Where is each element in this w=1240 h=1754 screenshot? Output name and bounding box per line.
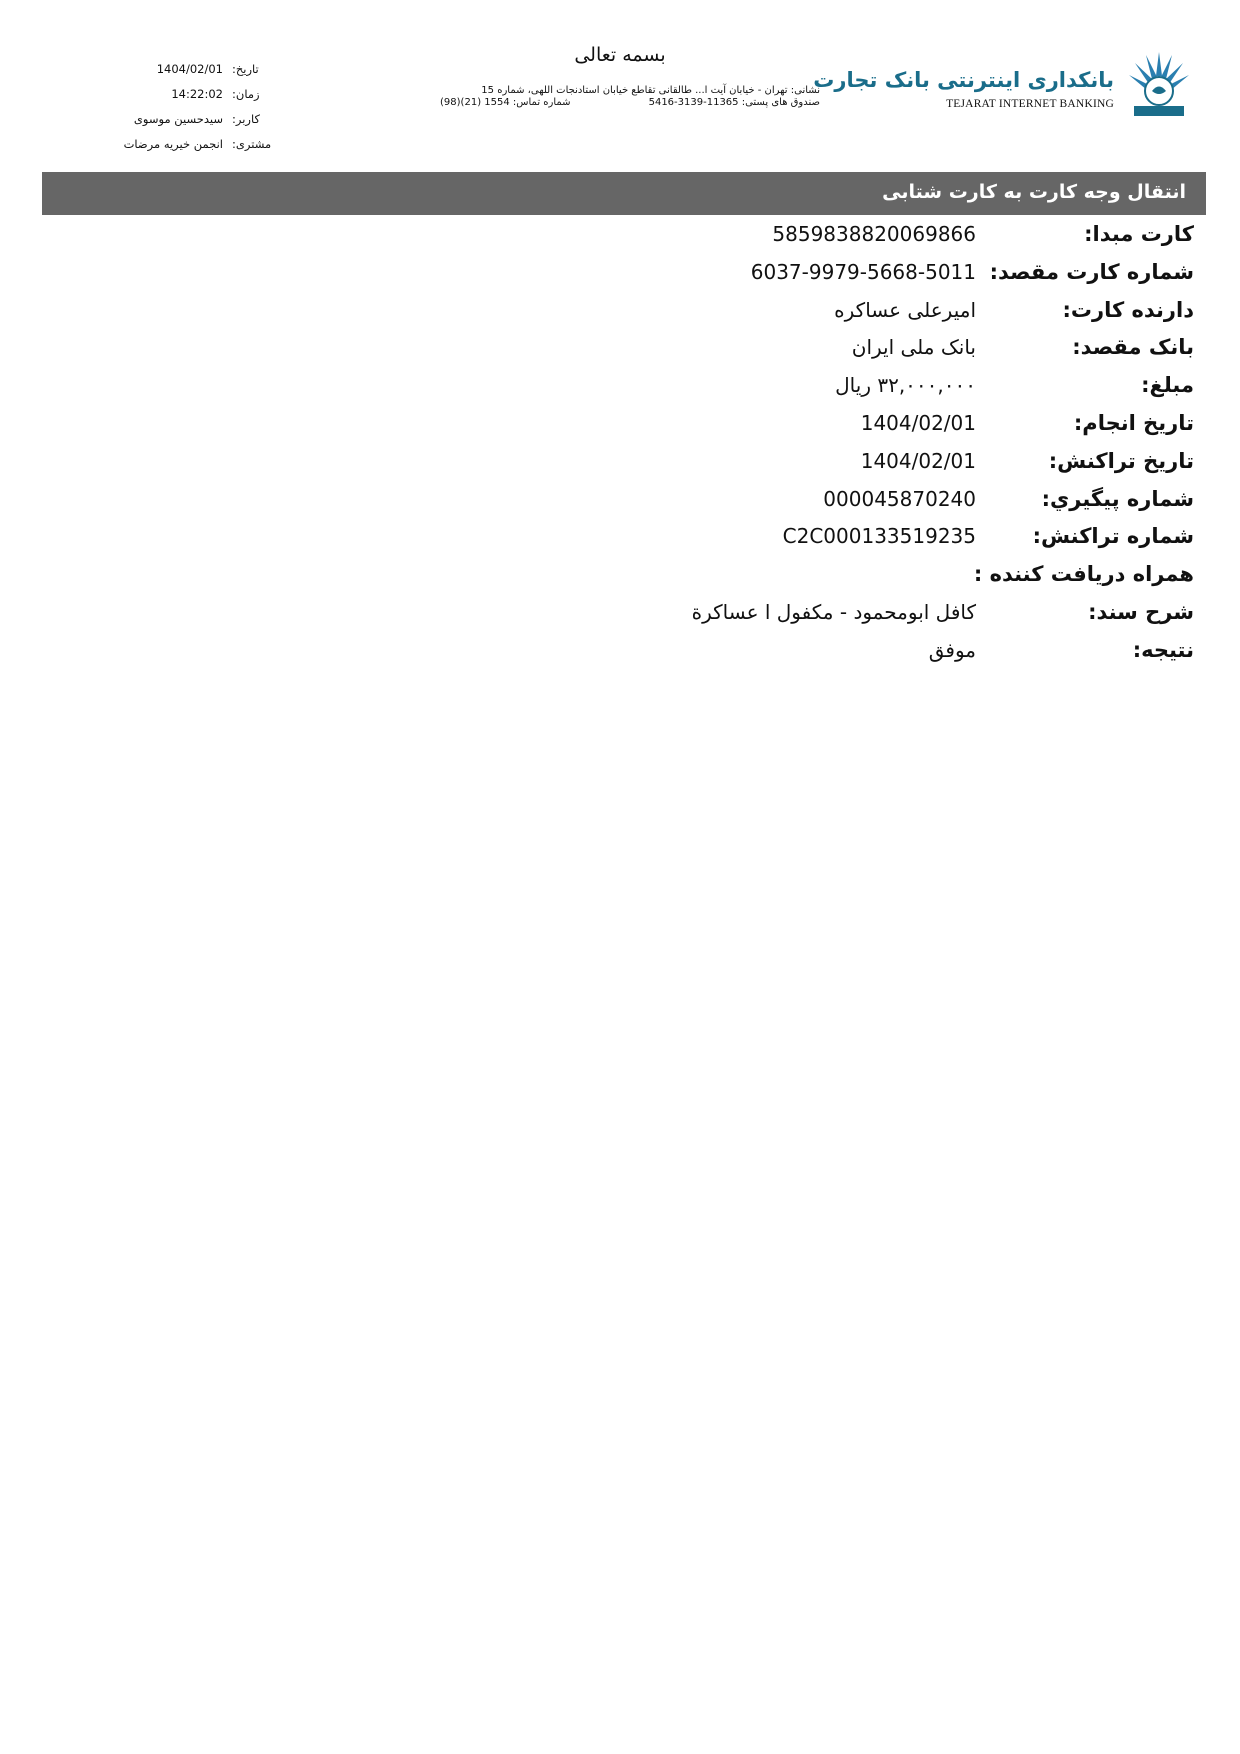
field-amount <box>0 367 1240 405</box>
tejarat-logo <box>813 46 1194 120</box>
section-title: انتقال وجه کارت به کارت شتابی <box>882 181 1186 203</box>
meta-customer <box>112 137 312 162</box>
field-description <box>0 594 1240 632</box>
print-meta <box>112 62 312 162</box>
field-value: C2C000133519235 <box>782 524 976 549</box>
field-value: 6037-9979-5668-5011 <box>750 259 976 284</box>
field-value: 000045870240 <box>823 486 976 511</box>
postal-box: صندوق های پستی: 11365-3139-5416 <box>648 97 820 108</box>
meta-date <box>112 62 312 87</box>
field-label: کارت مبدا: <box>1084 222 1194 246</box>
section-banner <box>42 172 1206 215</box>
field-label: تاریخ انجام: <box>1073 410 1194 435</box>
meta-time-value: 14:22:02 <box>171 87 223 101</box>
meta-user-label: کاربر: <box>232 112 260 126</box>
meta-customer-label: مشتری: <box>232 137 272 151</box>
field-transaction-number <box>0 518 1240 556</box>
meta-time-label: زمان: <box>232 87 260 101</box>
meta-date-value: 1404/02/01 <box>156 62 223 76</box>
meta-customer-value: انجمن خیریه مرضات <box>123 137 223 151</box>
field-value: 5859838820069866 <box>772 222 976 246</box>
field-card-holder <box>0 292 1240 330</box>
field-label: شماره تراکنش: <box>1032 524 1194 549</box>
field-value: 1404/02/01 <box>860 448 976 473</box>
field-value: ۳۲,۰۰۰,۰۰۰ ریال <box>835 373 976 398</box>
phone-number: شماره تماس: 1554 (21)(98) <box>440 97 571 108</box>
field-receiver-mobile <box>0 556 1240 594</box>
field-label: همراه دریافت کننده : <box>973 562 1194 587</box>
transfer-details <box>0 216 1240 670</box>
field-value: 1404/02/01 <box>860 410 976 435</box>
field-label: شرح سند: <box>1088 599 1194 624</box>
bismillah-heading: بسمه تعالی <box>574 44 666 66</box>
field-value: امیرعلی عساکره <box>834 297 976 322</box>
field-dest-bank <box>0 329 1240 367</box>
field-transaction-date <box>0 443 1240 481</box>
field-label: بانک مقصد: <box>1072 335 1194 360</box>
field-execution-date <box>0 405 1240 443</box>
meta-time <box>112 87 312 112</box>
field-dest-card <box>0 254 1240 292</box>
field-tracking-number <box>0 481 1240 519</box>
field-value: موفق <box>928 637 976 662</box>
bank-emblem-icon <box>1124 46 1194 120</box>
field-label: نتیجه: <box>1132 637 1194 662</box>
field-result <box>0 632 1240 670</box>
meta-user <box>112 112 312 137</box>
field-label: مبلغ: <box>1141 373 1194 398</box>
logo-title-en: TEJARAT INTERNET BANKING <box>946 98 1114 110</box>
meta-user-value: سیدحسین موسوی <box>133 112 223 126</box>
field-value: کافل ابومحمود - مکفول ا عساکرة <box>691 599 976 624</box>
meta-date-label: تاریخ: <box>232 62 259 76</box>
logo-title-fa: بانکداری اینترنتی بانک تجارت <box>813 68 1114 92</box>
bank-address <box>440 85 820 109</box>
field-label: شماره پیگيري: <box>1041 486 1194 511</box>
address-line: نشانی: تهران - خیابان آیت ا... طالقانی تقاطع خیابان استادنجات اللهی، شماره 15 <box>481 85 820 96</box>
field-label: شماره کارت مقصد: <box>989 259 1194 284</box>
field-label: دارنده کارت: <box>1062 297 1194 322</box>
contact-line <box>440 97 820 109</box>
field-source-card <box>0 216 1240 254</box>
field-value: بانک ملی ایران <box>851 335 976 360</box>
field-label: تاریخ تراکنش: <box>1048 448 1194 473</box>
